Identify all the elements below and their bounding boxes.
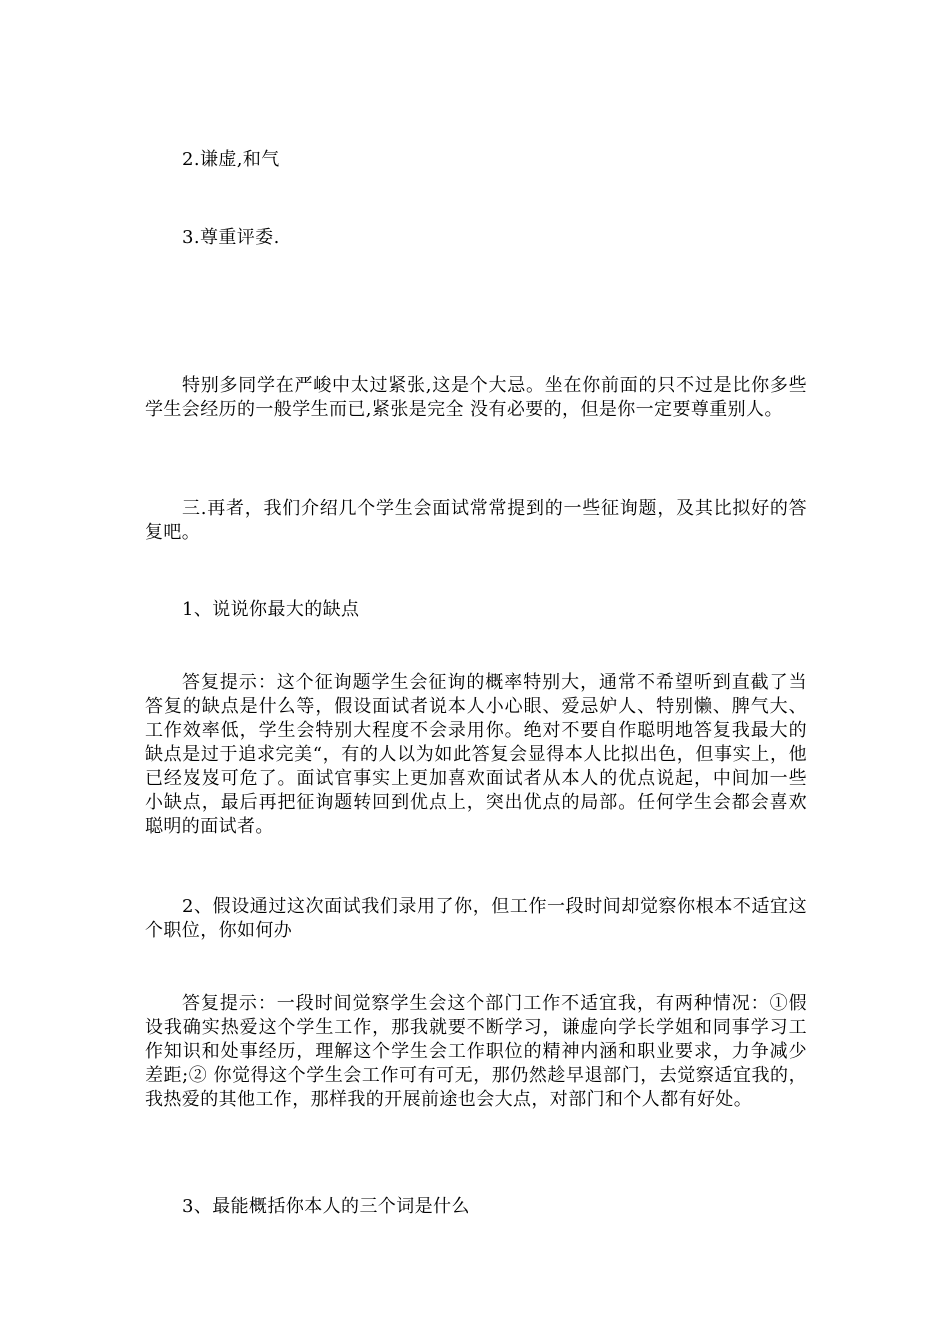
answer-1: 答复提示：这个征询题学生会征询的概率特别大，通常不希望听到直截了当答复的缺点是什么等，假设面试者说本人小心眼、爱忌妒人、特别懒、脾气大、工作效率低，学生会特别大程度不会录用你。绝对不要自作聪明地答复我最大的缺点是过于追求完美“，有的人以为如此答复会显得本人比拟出色，但事实上，他已经岌岌可危了。面试官事实上更加喜欢面试者从本人的优点说起，中间加一些小缺点，最后再把征询题转回到优点上，突出优点的局部。任何学生会都会喜欢聪明的面试者。 <box>145 672 807 837</box>
question-2: 2、假设通过这次面试我们录用了你，但工作一段时间却觉察你根本不适宜这个职位，你如何办 <box>145 896 807 941</box>
list-item-respect-judges: 3.尊重评委. <box>182 227 280 248</box>
question-1: 1、说说你最大的缺点 <box>182 599 360 620</box>
section-heading-questions: 三.再者，我们介绍几个学生会面试常常提到的一些征询题，及其比拟好的答复吧。 <box>145 498 807 543</box>
answer-2: 答复提示：一段时间觉察学生会这个部门工作不适宜我，有两种情况：①假设我确实热爱这个学生工作，那我就要不断学习，谦虚向学长学姐和同事学习工作知识和处事经历，理解这个学生会工作职位的精神内涵和职业要求，力争减少差距;② 你觉得这个学生会工作可有可无，那仍然趁早退部门，去觉察适宜我的，我热爱的其他工作，那样我的开展前途也会大点，对部门和个人都有好处。 <box>145 993 807 1110</box>
question-3: 3、最能概括你本人的三个词是什么 <box>182 1196 470 1217</box>
paragraph-nervousness: 特别多同学在严峻中太过紧张,这是个大忌。坐在你前面的只不过是比你多些学生会经历的一般学生而已,紧张是完全 没有必要的，但是你一定要尊重别人。 <box>145 375 807 420</box>
list-item-modest: 2.谦虚,和气 <box>182 149 280 170</box>
